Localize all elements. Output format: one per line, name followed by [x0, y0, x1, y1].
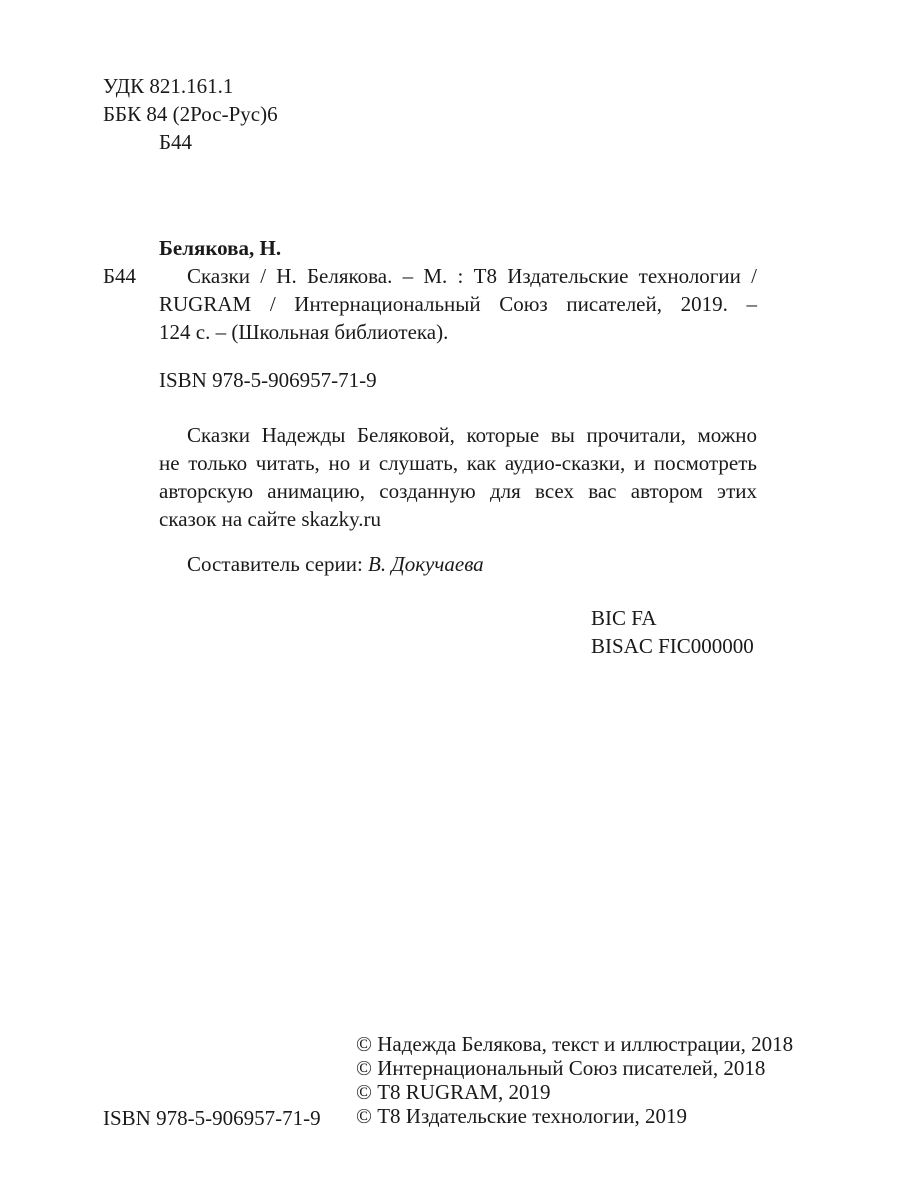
bbk-index: ББК 84 (2Рос-Рус)6 [103, 102, 278, 126]
description-line: Сказки / Н. Белякова. – М. : Т8 Издательские технологии / [187, 264, 757, 288]
bibliographic-description [159, 262, 757, 346]
footer-isbn: ISBN 978-5-906957-71-9 [103, 1106, 321, 1130]
record-isbn: ISBN 978-5-906957-71-9 [159, 368, 377, 392]
copyright-block [356, 1032, 793, 1128]
series-compiler [187, 550, 484, 578]
compiler-label: Составитель серии: [187, 552, 363, 576]
annotation-line: Сказки Надежды Беляковой, которые вы прочитали, можно [187, 423, 757, 447]
author-heading: Белякова, Н. [159, 236, 282, 260]
annotation-line: не только читать, но и слушать, как аудио-сказки, и посмотреть [159, 451, 757, 475]
bisac-code: BISAC FIC000000 [591, 634, 754, 658]
annotation-line: авторскую анимацию, созданную для всех вас автором этих [159, 479, 757, 503]
bic-code: BIC FA [591, 606, 657, 630]
author-mark: Б44 [159, 130, 193, 154]
compiler-name: В. Докучаева [368, 552, 484, 576]
copyright-line: © Надежда Белякова, текст и иллюстрации, 2018 [356, 1032, 794, 1056]
record-author-mark: Б44 [103, 264, 137, 288]
copyright-line: © Интернациональный Союз писателей, 2018 [356, 1056, 766, 1080]
copyright-line: © Т8 RUGRAM, 2019 [356, 1080, 551, 1104]
udk-index: УДК 821.161.1 [103, 74, 234, 98]
annotation-line: сказок на сайте skazky.ru [159, 507, 382, 531]
copyright-line: © Т8 Издательские технологии, 2019 [356, 1104, 687, 1128]
annotation [159, 421, 757, 533]
description-line: 124 с. – (Школьная библиотека). [159, 320, 449, 344]
description-line: RUGRAM / Интернациональный Союз писателей, 2019. – [159, 292, 757, 316]
